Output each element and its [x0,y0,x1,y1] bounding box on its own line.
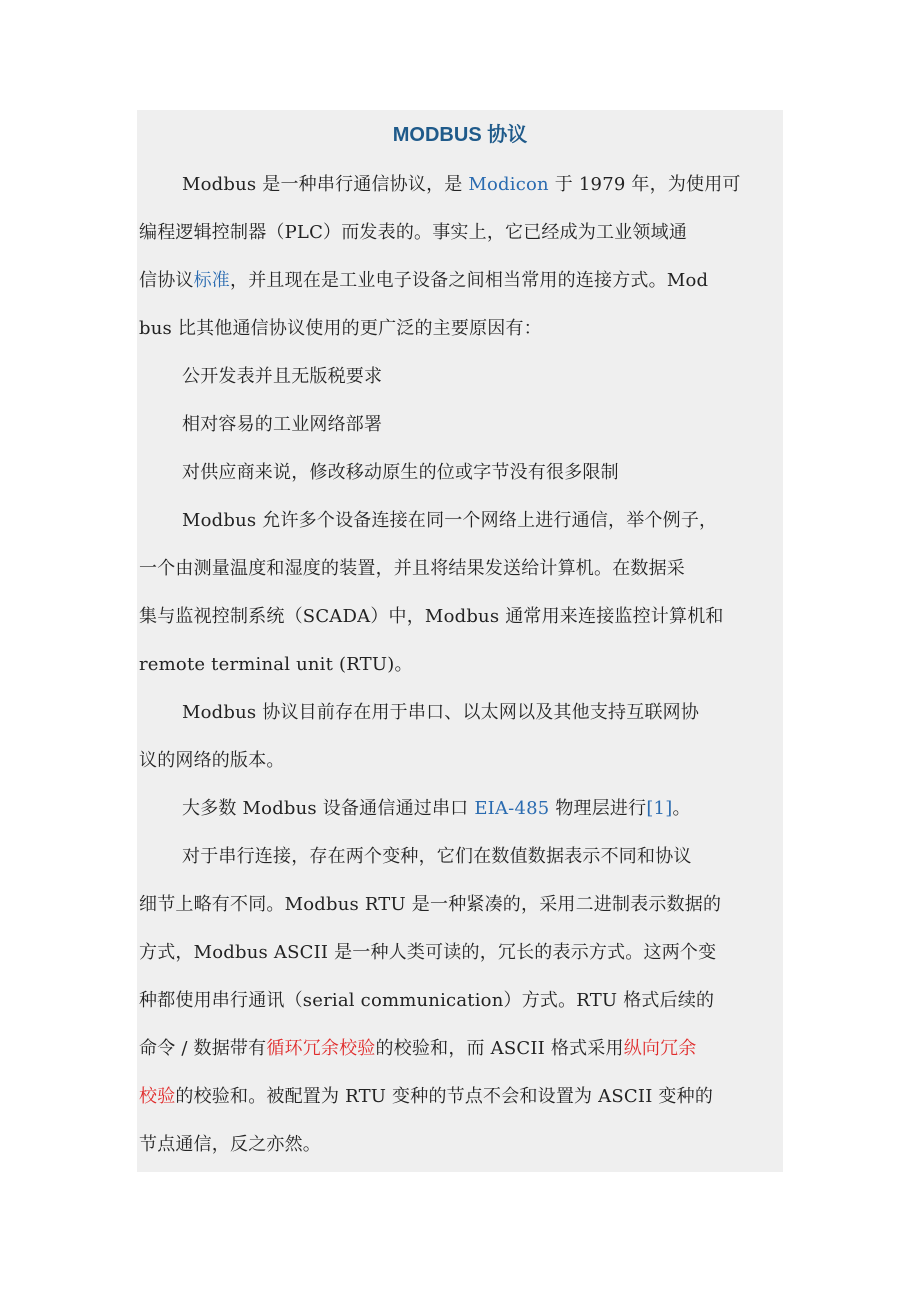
paragraph-line: 方式，Modbus ASCII 是一种人类可读的，冗长的表示方式。这两个变 [139,942,717,963]
text-span: 的校验和，而 ASCII 格式采用 [375,1038,624,1059]
lrc-link[interactable]: 纵向冗余 [623,1038,697,1059]
paragraph-line: 议的网络的版本。 [139,750,285,771]
text-span: 大多数 Modbus 设备通信通过串口 [182,798,475,819]
reference-link[interactable]: [1] [646,798,673,819]
paragraph-line [182,170,741,200]
paragraph-line: 对于串行连接，存在两个变种，它们在数值数据表示不同和协议 [182,846,692,867]
standard-link[interactable]: 标准 [193,270,231,291]
paragraph-line [139,1034,697,1064]
list-item: 公开发表并且无版税要求 [182,366,383,387]
text-span: 物理层进行 [549,798,647,819]
paragraph-line [139,266,708,296]
paragraph-line: 集与监视控制系统（SCADA）中，Modbus 通常用来连接监控计算机和 [139,606,724,627]
paragraph-line: 一个由测量温度和湿度的装置，并且将结果发送给计算机。在数据采 [139,558,685,579]
list-item: 对供应商来说，修改移动原生的位或字节没有很多限制 [182,462,619,483]
crc-link[interactable]: 循环冗余校验 [266,1038,376,1059]
list-item: 相对容易的工业网络部署 [182,414,383,435]
paragraph-line: 编程逻辑控制器（PLC）而发表的。事实上，它已经成为工业领域通 [139,222,688,243]
modicon-link[interactable]: Modicon [468,174,549,195]
text-span: 于 1979 年，为使用可 [548,174,741,195]
paragraph-line [182,794,691,824]
paragraph-line: Modbus 允许多个设备连接在同一个网络上进行通信，举个例子， [182,510,718,531]
paragraph-line: 节点通信，反之亦然。 [139,1134,321,1155]
paragraph-line: remote terminal unit (RTU)。 [139,654,413,675]
text-span: 命令 / 数据带有 [139,1038,267,1059]
paragraph-line: 细节上略有不同。Modbus RTU 是一种紧凑的，采用二进制表示数据的 [139,894,722,915]
document-page [137,110,783,1172]
paragraph-line: bus 比其他通信协议使用的更广泛的主要原因有： [139,318,542,339]
paragraph-line: 种都使用串行通讯（serial communication）方式。RTU 格式后续的 [139,990,715,1011]
text-span: 。 [672,798,691,819]
text-span: 信协议 [139,270,194,291]
eia485-link[interactable]: EIA-485 [474,798,550,819]
document-title: MODBUS 协议 [392,124,528,146]
paragraph-line: Modbus 协议目前存在用于串口、以太网以及其他支持互联网协 [182,702,700,723]
text-span: 的校验和。被配置为 RTU 变种的节点不会和设置为 ASCII 变种的 [175,1086,714,1107]
text-span: Modbus 是一种串行通信协议，是 [182,174,469,195]
paragraph-line [139,1082,713,1112]
lrc-link-continued[interactable]: 校验 [139,1086,176,1107]
text-span: ，并且现在是工业电子设备之间相当常用的连接方式。Mod [230,270,709,291]
